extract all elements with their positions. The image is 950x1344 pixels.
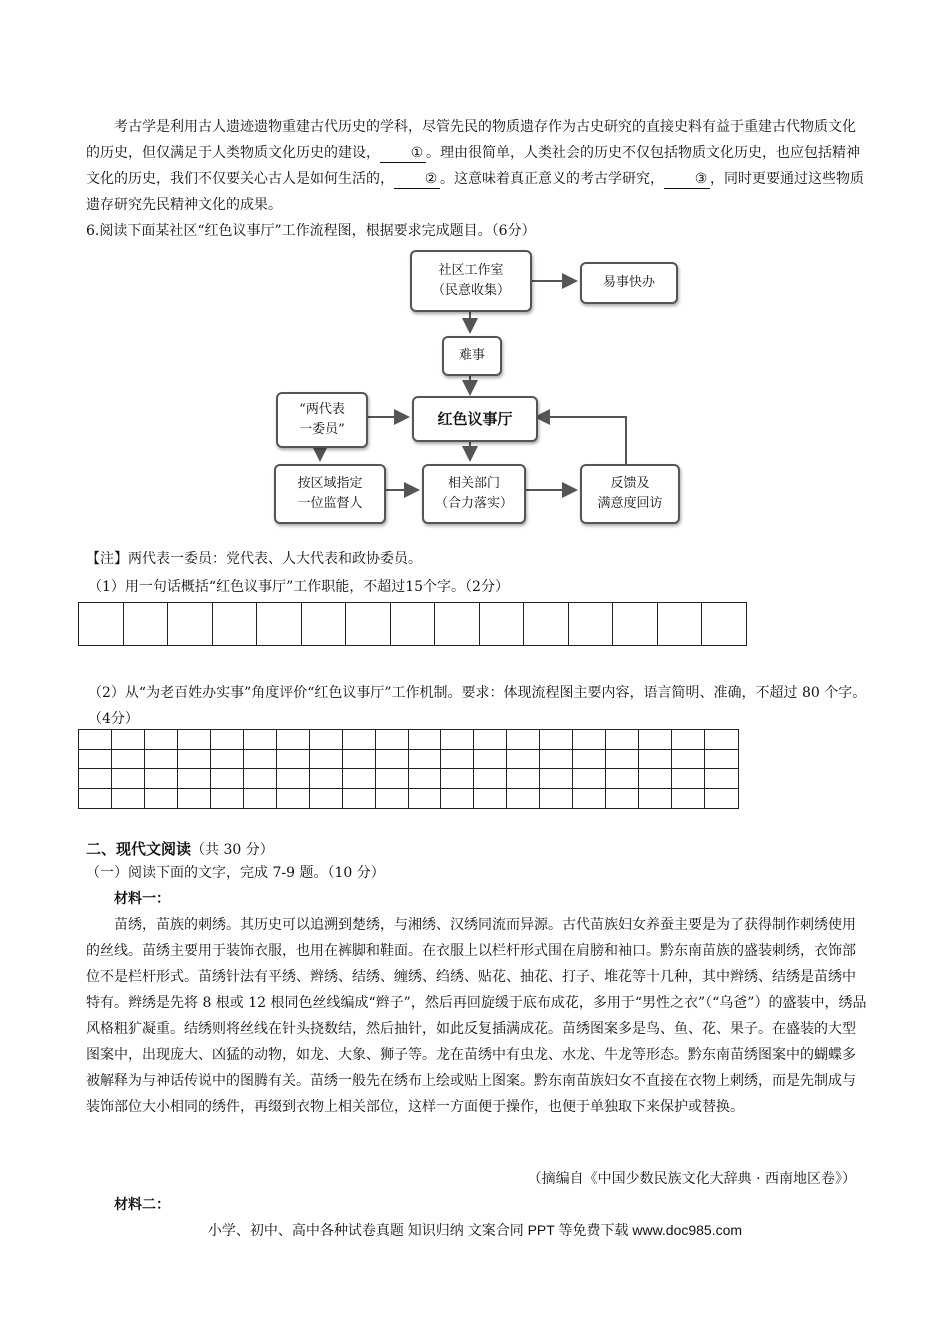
blank-1: ①	[380, 144, 426, 163]
intro-text-2: 。理由很简单，人类社会的历史不仅包括物质文化历史，也应包括精神文化的历史，我们不仅要关心古人是如何生活的，	[86, 145, 860, 187]
intro-text-1: 考古学是利用古人遗迹遗物重建古代历史的学科，尽管先民的物质遗存作为古史研究的直接史料有益于重建古代物质文化的历史，但仅满足于人类物质文化历史的建设，	[86, 119, 856, 161]
subsection-1: （一）阅读下面的文字，完成 7-9 题。（10 分）	[86, 865, 385, 881]
material-2-label: 材料二：	[114, 1197, 170, 1213]
arrow-feedback-to-hall	[536, 417, 626, 464]
material-1-text: 苗绣，苗族的刺绣。其历史可以追溯到楚绣，与湘绣、汉绣同流而异源。古代苗族妇女养蚕主要是为了获得制作刺绣使用的丝线。苗绣主要用于装饰衣服，也用在裤脚和鞋面。在衣服上以栏杆形式围在肩膀和袖口。黔东南苗族的盛装刺绣，衣饰部位不是栏杆形式。苗绣针法有平绣、辫绣、结绣、缠绣、绉绣、贴花、抽花、打子、堆花等十几种，其中辫绣、结绣是苗绣中特有。辫绣是先将 8 根或 12 根同色丝线编成“辫子”，然后再回旋缓于底布成花，多用于“男性之衣”（“乌爸”）的盛装中，绣品风格粗犷凝重。结绣则将丝线在针头挠数结，然后抽针，如此反复插满成花。苗绣图案多是鸟、鱼、花、果子。在盛装的大型图案中，出现庞大、凶猛的动物，如龙、大象、狮子等。龙在苗绣中有虫龙、水龙、牛龙等形态。黔东南苗绣图案中的蝴蝶多被解释为与神话传说中的图腾有关。苗绣一般先在绣布上绘或贴上图案。黔东南苗族妇女不直接在衣物上刺绣，而是先制成与装饰部位大小相同的绣件，再缀到衣物上相关部位，这样一方面便于操作，也便于单独取下来保护或替换。	[86, 917, 867, 1115]
blank-2: ②	[394, 170, 440, 189]
page-footer: 小学、初中、高中各种试卷真题 知识归纳 文案合同 PPT 等免费下载 www.doc985.com	[207, 1222, 743, 1238]
question-6-stem: 6.阅读下面某社区“红色议事厅”工作流程图，根据要求完成题目。（6分）	[86, 223, 536, 239]
intro-text-4: ，同时更要通过这些物质遗存研究先民精神文化的成果。	[86, 171, 864, 213]
flowchart	[270, 246, 682, 526]
material-1-label: 材料一：	[114, 891, 170, 907]
intro-paragraph	[86, 114, 868, 218]
box-red-hall: 红色议事厅	[412, 396, 538, 442]
box-community-office: 社区工作室 （民意收集）	[410, 250, 532, 312]
box-hard-matters: 难事	[442, 336, 502, 376]
box-easy-matters: 易事快办	[580, 262, 678, 304]
box-supervisor: 按区域指定 一位监督人	[274, 464, 386, 524]
answer-grid-15[interactable]	[78, 602, 747, 646]
note: 【注】两代表一委员：党代表、人大代表和政协委员。	[86, 551, 422, 567]
box-feedback: 反馈及 满意度回访	[580, 464, 680, 524]
section-2-title: 二、现代文阅读	[86, 840, 192, 858]
question-6-2: （2）从“为老百姓办实事”角度评价“红色议事厅”工作机制。要求：体现流程图主要内容，语言简明、准确，不超过 80 个字。（4分）	[88, 685, 867, 727]
box-two-deputies: “两代表 一委员”	[276, 392, 368, 448]
section-2-score: （共 30 分）	[191, 842, 274, 858]
answer-grid-80[interactable]	[78, 729, 739, 809]
question-6-1: （1）用一句话概括“红色议事厅”工作职能，不超过15个字。（2分）	[88, 579, 509, 595]
blank-3: ③	[664, 170, 710, 189]
section-2-heading	[86, 836, 868, 863]
material-1-source: （摘编自《中国少数民族文化大辞典 · 西南地区卷》）	[527, 1171, 856, 1187]
intro-text-3: 。这意味着真正意义的考古学研究，	[440, 171, 664, 187]
box-departments: 相关部门 （合力落实）	[422, 464, 526, 524]
